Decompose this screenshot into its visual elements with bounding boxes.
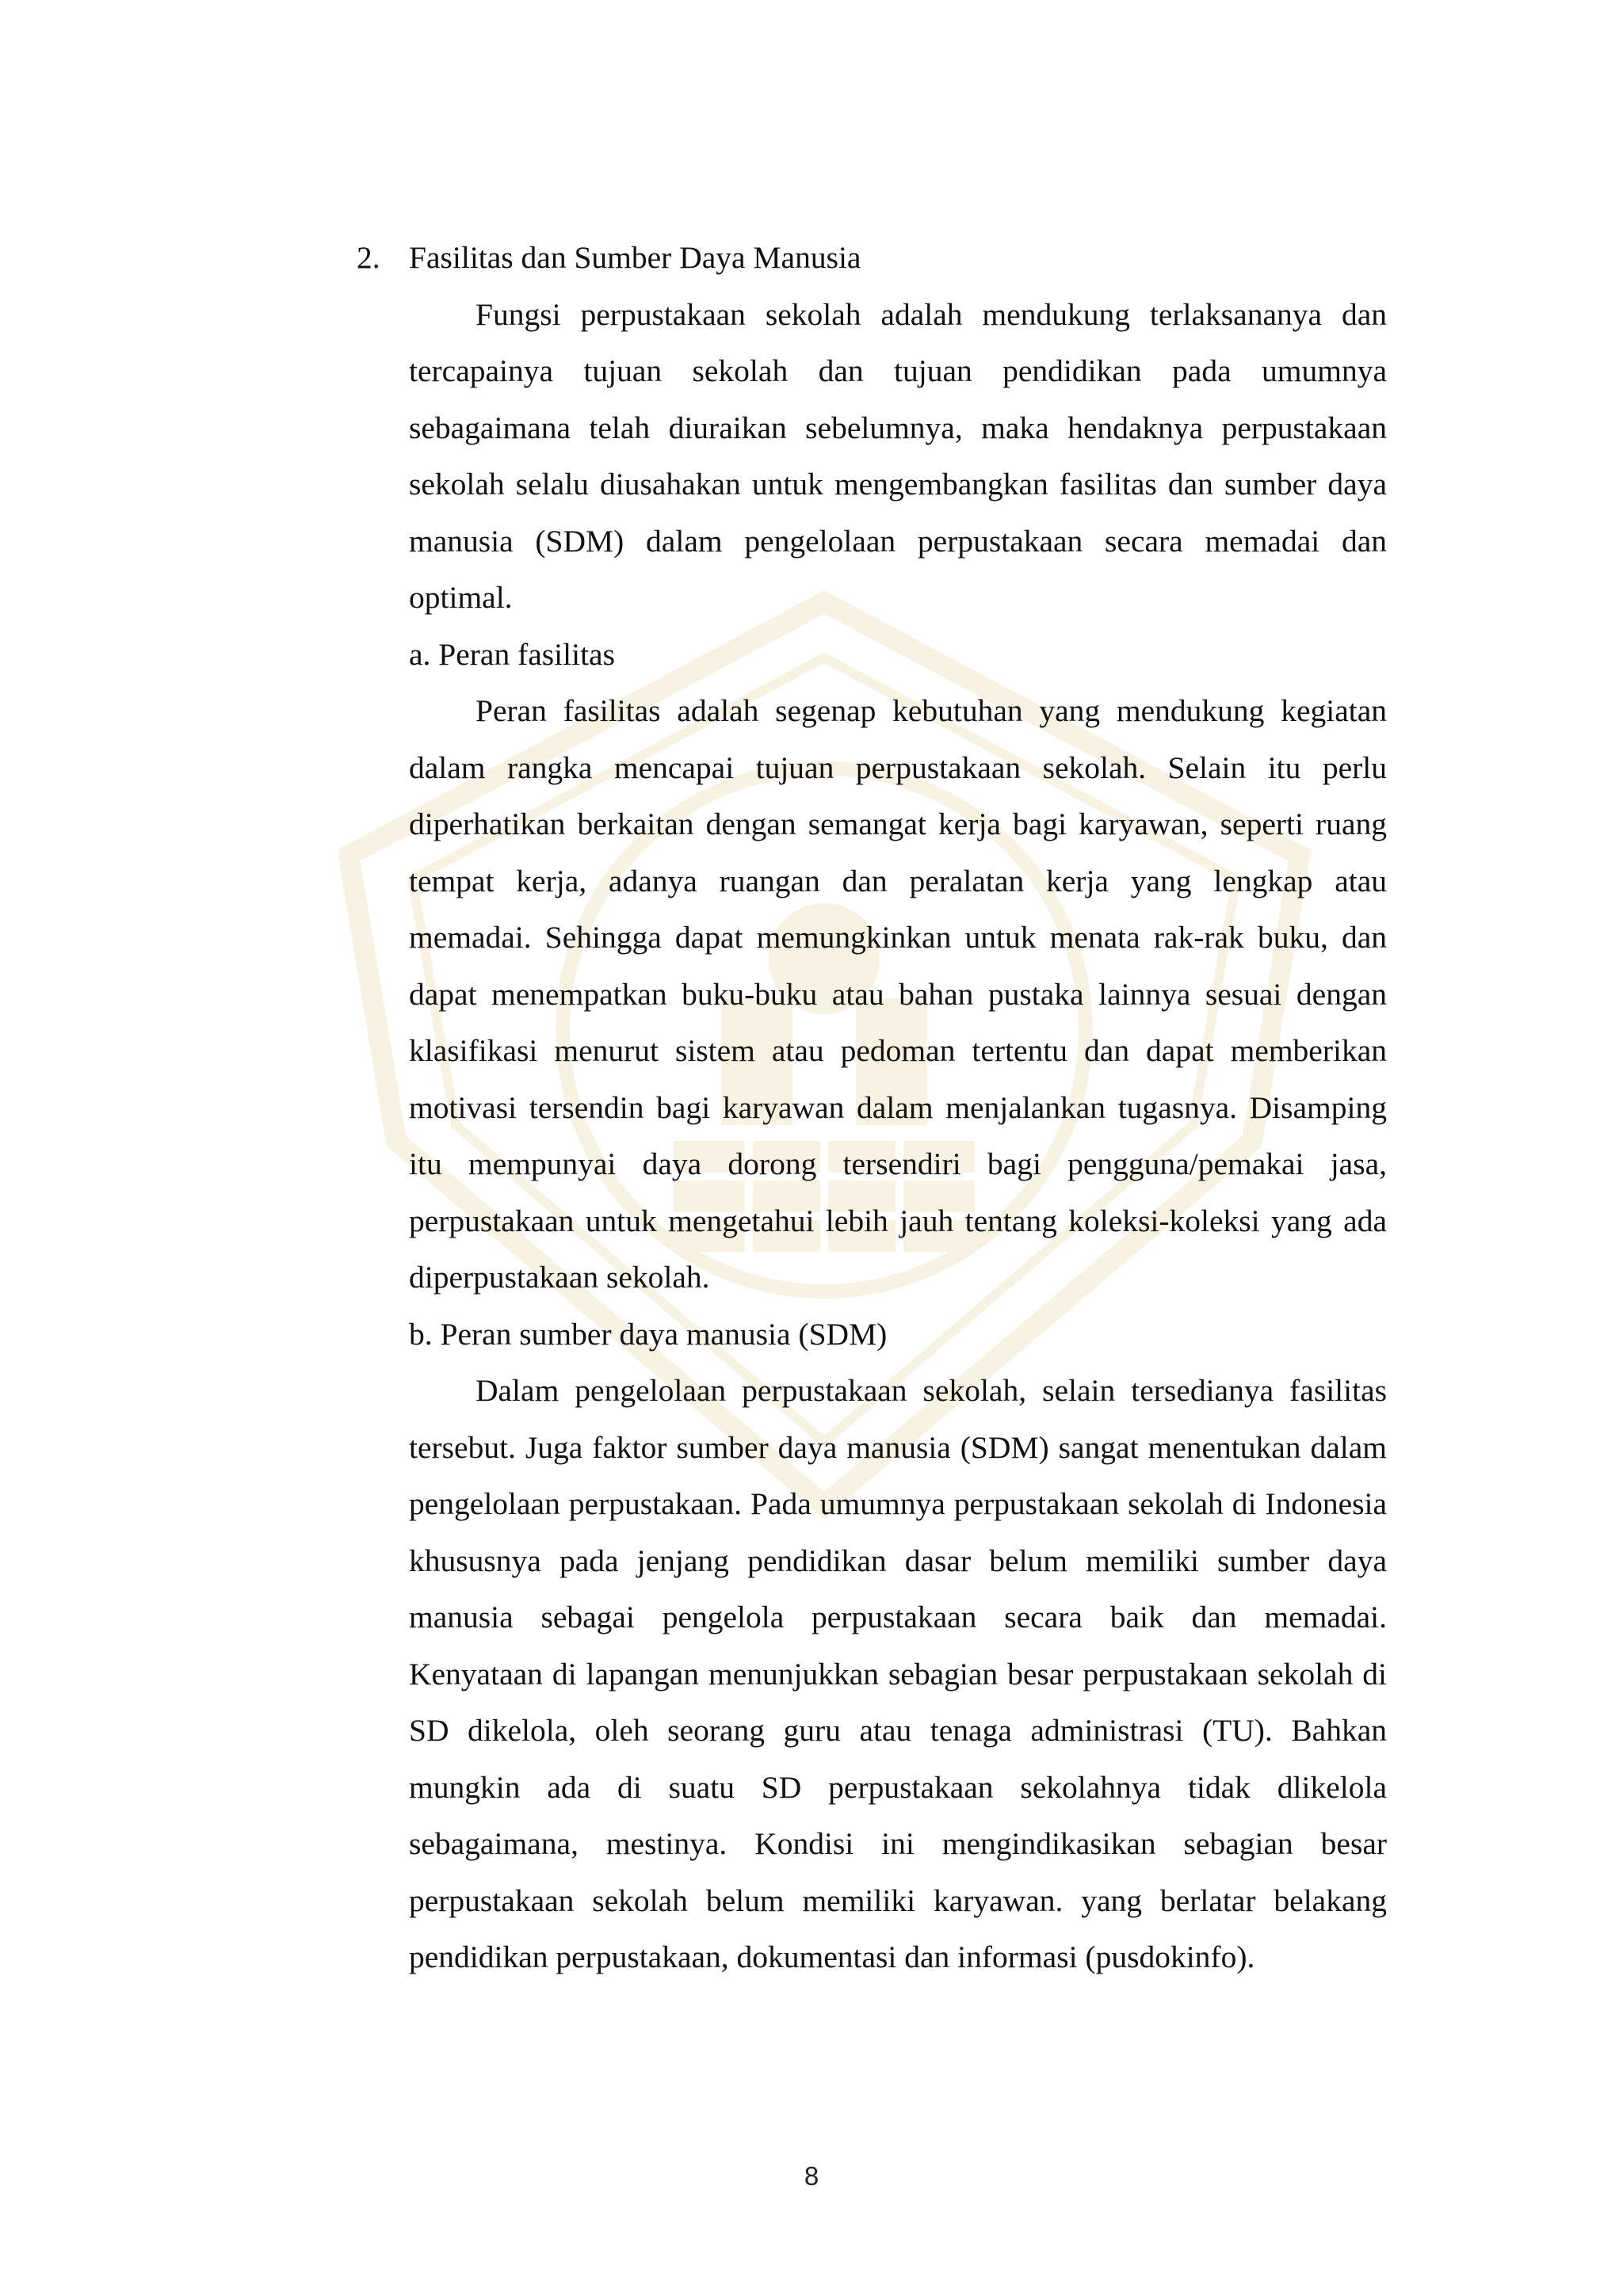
subsection-b-paragraph: Dalam pengelolaan perpustakaan sekolah, selain tersedianya fasilitas tersebut. Juga faktor sumber daya manusia (SDM) sangat menentukan dalam pengelolaan perpustakaan. Pada umumnya perpustakaan sekolah di Indonesia khususnya pada jenjang pendidikan dasar belum memiliki sumber daya manusia sebagai pengelola perpustakaan secara baik dan memadai. Kenyataan di lapangan menunjukkan sebagian besar perpustakaan sekolah di SD dikelola, oleh seorang guru atau tenaga administrasi (TU). Bahkan mungkin ada di suatu SD perpustakaan sekolahnya tidak dlikelola sebagaimana, mestinya. Kondisi ini mengindikasikan sebagian besar perpustakaan sekolah belum memiliki karyawan. yang berlatar belakang pendidikan perpustakaan, dokumentasi dan informasi (pusdokinfo). — [409, 1373, 1387, 1974]
document-body — [357, 230, 1387, 1986]
subsection-a-paragraph: Peran fasilitas adalah segenap kebutuhan yang mendukung kegiatan dalam rangka mencapai tujuan perpustakaan sekolah. Selain itu perlu diperhatikan berkaitan dengan semangat kerja bagi karyawan, seperti ruang tempat kerja, adanya ruangan dan peralatan kerja yang lengkap atau memadai. Sehingga dapat memungkinkan untuk menata rak-rak buku, dan dapat menempatkan buku-buku atau bahan pustaka lainnya sesuai dengan klasifikasi menurut sistem atau pedoman tertentu dan dapat memberikan motivasi tersendin bagi karyawan dalam menjalankan tugasnya. Disamping itu mempunyai daya dorong tersendiri bagi pengguna/pemakai jasa, perpustakaan untuk mengetahui lebih jauh tentang koleksi-koleksi yang ada diperpustakaan sekolah. — [409, 693, 1387, 1295]
page-number: 8 — [804, 2161, 819, 2191]
section-content — [409, 287, 1387, 1986]
intro-paragraph: Fungsi perpustakaan sekolah adalah mendukung terlaksananya dan tercapainya tujuan sekolah dan tujuan pendidikan pada umumnya sebagaimana telah diuraikan sebelumnya, maka hendaknya perpustakaan sekolah selalu diusahakan untuk mengembangkan fasilitas dan sumber daya manusia (SDM) dalam pengelolaan perpustakaan secara memadai dan optimal. — [409, 296, 1387, 615]
section-heading — [357, 230, 1387, 287]
subsection-a-title: a. Peran fasilitas — [409, 636, 615, 672]
subsection-b-title: b. Peran sumber daya manusia (SDM) — [409, 1316, 888, 1352]
section-title: Fasilitas dan Sumber Daya Manusia — [409, 240, 861, 275]
section-number: 2. — [357, 240, 380, 275]
